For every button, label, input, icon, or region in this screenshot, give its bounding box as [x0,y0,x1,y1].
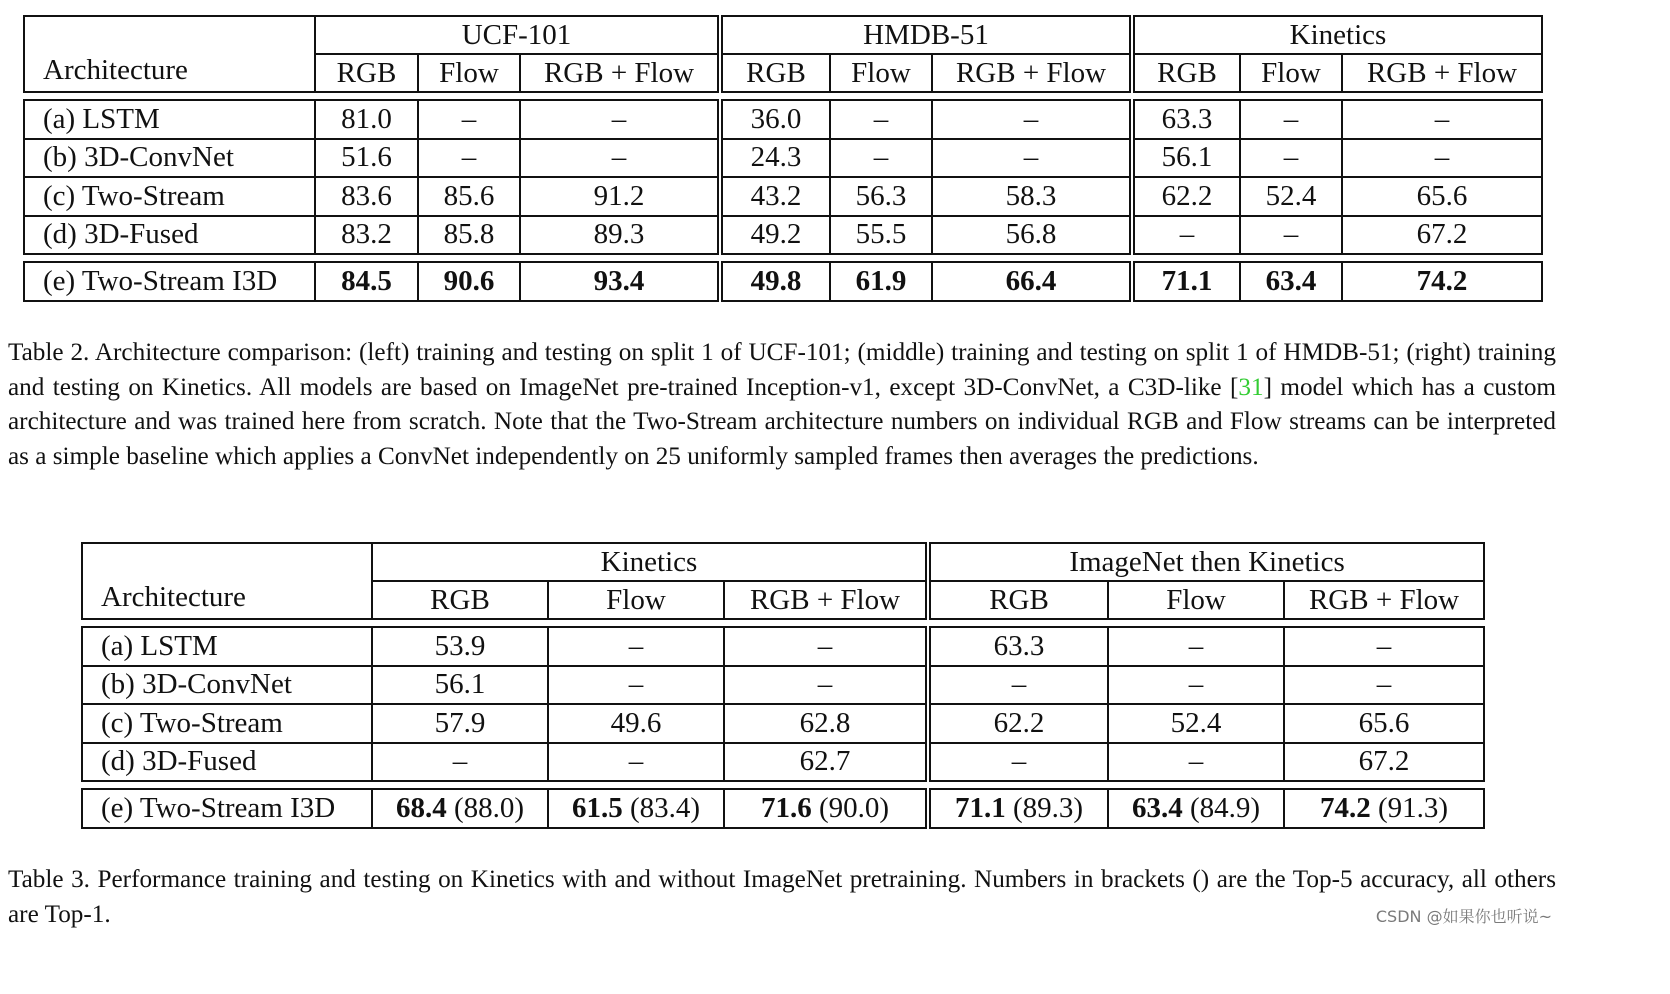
subheader-rgb: RGB [1132,54,1240,92]
table-cell: 52.4 [1240,177,1342,216]
table-cell: 52.4 [1108,704,1284,743]
table-cell: 85.6 [418,177,520,216]
table-cell: – [830,139,932,178]
group-header-hmdb51: HMDB-51 [720,16,1132,54]
table-row [24,216,1542,255]
table-cell: – [1108,743,1284,782]
table-cell: – [1108,627,1284,666]
table-cell: – [1132,216,1240,255]
table-cell: 56.8 [932,216,1132,255]
table-row [24,100,1542,139]
subheader-flow: Flow [1240,54,1342,92]
top1-value: 74.2 [1319,792,1371,824]
table-row [24,139,1542,178]
top1-value: 71.6 [760,792,812,824]
table-cell: 49.2 [720,216,830,255]
table-cell: 63.3 [1132,100,1240,139]
table-cell: 65.6 [1284,704,1484,743]
table-cell [372,789,548,828]
table-cell: 56.3 [830,177,932,216]
table-cell: 89.3 [520,216,720,255]
row-architecture: (c) Two-Stream [82,704,372,743]
row-architecture: (a) LSTM [24,100,315,139]
subheader-rgb-flow: RGB + Flow [724,581,928,619]
table-cell: 65.6 [1342,177,1542,216]
subheader-rgb: RGB [315,54,418,92]
table-cell: 90.6 [418,262,520,301]
table-row-best [82,789,1484,828]
table-cell: 49.6 [548,704,724,743]
row-architecture: (b) 3D-ConvNet [24,139,315,178]
table-cell: – [932,100,1132,139]
header-architecture: Architecture [82,543,372,619]
table-cell: – [548,627,724,666]
table-cell: 36.0 [720,100,830,139]
table-2-body [24,100,1542,254]
citation-link[interactable]: 31 [1238,373,1264,401]
table-cell: – [928,666,1108,705]
row-architecture: (e) Two-Stream I3D [24,262,315,301]
table-cell: – [1240,216,1342,255]
table-cell: – [724,627,928,666]
top5-value: (90.0) [818,792,890,824]
table-cell: 55.5 [830,216,932,255]
table-cell: – [418,100,520,139]
table-cell: 61.9 [830,262,932,301]
table-cell: – [928,743,1108,782]
table-cell: 66.4 [932,262,1132,301]
table-cell: 71.1 [1132,262,1240,301]
caption-text: ] model which has a custom architecture and was trained here from scratch. Note that the Two-Stream architecture numbers on individual RGB and Flow streams can be interpreted as a simple baseline which applies a ConvNet independently on 25 uniformly sampled frames then averages the predictions. [8,373,1557,470]
table-cell: – [1240,100,1342,139]
table-cell: 53.9 [372,627,548,666]
table-row [82,704,1484,743]
table-cell: 51.6 [315,139,418,178]
row-architecture: (c) Two-Stream [24,177,315,216]
table-cell: 56.1 [372,666,548,705]
table-cell: 62.8 [724,704,928,743]
subheader-rgb-flow: RGB + Flow [1284,581,1484,619]
table-cell [928,789,1108,828]
table-cell [724,789,928,828]
table-cell: – [932,139,1132,178]
group-header-ucf101: UCF-101 [315,16,720,54]
table-row [82,743,1484,782]
table-cell: – [724,666,928,705]
subheader-rgb: RGB [928,581,1108,619]
table-3 [81,542,1485,829]
table-cell: 56.1 [1132,139,1240,178]
subheader-rgb: RGB [720,54,830,92]
table-cell: 24.3 [720,139,830,178]
table-row-best [24,262,1542,301]
subheader-rgb-flow: RGB + Flow [1342,54,1542,92]
table-cell: – [1342,100,1542,139]
table-2-caption [8,336,1556,474]
table-cell: 58.3 [932,177,1132,216]
table-cell: 81.0 [315,100,418,139]
csdn-watermark: CSDN @如果你也听说~ [1375,907,1552,926]
top1-value: 71.1 [954,792,1006,824]
table-cell: 83.2 [315,216,418,255]
table-cell: 67.2 [1342,216,1542,255]
table-cell: 62.2 [1132,177,1240,216]
table-cell: – [830,100,932,139]
table-cell: 67.2 [1284,743,1484,782]
row-architecture: (a) LSTM [82,627,372,666]
table-cell: 83.6 [315,177,418,216]
top1-value: 68.4 [395,792,447,824]
subheader-flow: Flow [418,54,520,92]
row-architecture: (d) 3D-Fused [82,743,372,782]
table-cell: – [1342,139,1542,178]
group-header-imagenet-then-kinetics: ImageNet then Kinetics [928,543,1484,581]
table-row [24,177,1542,216]
table-3-caption: Table 3. Performance training and testing on Kinetics with and without ImageNet pretraining. Numbers in brackets () are the Top-5 accuracy, all others are Top-1. [8,866,1556,928]
table-cell: – [548,743,724,782]
table-cell: – [1240,139,1342,178]
group-header-kinetics: Kinetics [372,543,928,581]
table-cell: 62.2 [928,704,1108,743]
table-cell: – [520,100,720,139]
table-3-body [82,627,1484,781]
table-cell: – [1108,666,1284,705]
table-cell: 63.3 [928,627,1108,666]
caption-text: Table 2. Architecture comparison: (left) training and testing on split 1 of UCF-101; (middle) training and testing on split 1 of HMDB-51; (right) training and testing on Kinetics. All models are based on ImageNet pre-trained Inception-v1, except 3D-ConvNet, a C3D-like [ [8,339,1556,401]
subheader-flow: Flow [1108,581,1284,619]
table-cell: 63.4 [1240,262,1342,301]
table-cell: 62.7 [724,743,928,782]
table-cell: 43.2 [720,177,830,216]
top5-value: (89.3) [1012,792,1084,824]
table-cell: – [372,743,548,782]
subheader-rgb-flow: RGB + Flow [932,54,1132,92]
top5-value: (83.4) [629,792,701,824]
group-header-kinetics: Kinetics [1132,16,1542,54]
top1-value: 63.4 [1131,792,1183,824]
table-row [82,666,1484,705]
subheader-rgb-flow: RGB + Flow [520,54,720,92]
top1-value: 61.5 [571,792,623,824]
table-cell: – [1284,666,1484,705]
table-cell: 49.8 [720,262,830,301]
table-cell: – [418,139,520,178]
table-cell [1284,789,1484,828]
table-cell: 74.2 [1342,262,1542,301]
table-cell [1108,789,1284,828]
top5-value: (88.0) [453,792,525,824]
table-cell: – [520,139,720,178]
table-cell: – [548,666,724,705]
table-cell [548,789,724,828]
row-architecture: (e) Two-Stream I3D [82,789,372,828]
table-cell: 57.9 [372,704,548,743]
table-cell: 91.2 [520,177,720,216]
subheader-flow: Flow [548,581,724,619]
table-2 [23,15,1543,302]
table-cell: 93.4 [520,262,720,301]
top5-value: (84.9) [1189,792,1261,824]
header-architecture: Architecture [24,16,315,92]
row-architecture: (b) 3D-ConvNet [82,666,372,705]
table-cell: 84.5 [315,262,418,301]
table-cell: – [1284,627,1484,666]
row-architecture: (d) 3D-Fused [24,216,315,255]
table-cell: 85.8 [418,216,520,255]
subheader-rgb: RGB [372,581,548,619]
subheader-flow: Flow [830,54,932,92]
top5-value: (91.3) [1377,792,1449,824]
table-row [82,627,1484,666]
